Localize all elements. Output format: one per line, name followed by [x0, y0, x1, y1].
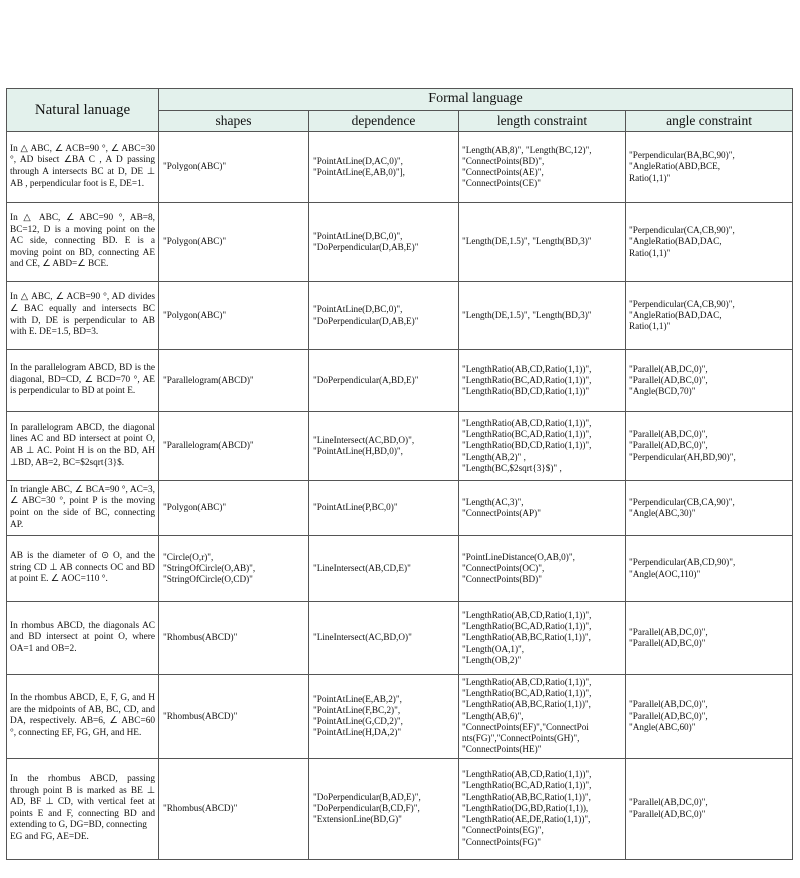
angle-constraint-cell: "Perpendicular(CA,CB,90)", "AngleRatio(BAD,DAC, Ratio(1,1)" [626, 282, 793, 350]
shapes-cell: "Polygon(ABC)" [159, 203, 309, 282]
angle-constraint-cell: "Perpendicular(AB,CD,90)", "Angle(AOC,110)" [626, 536, 793, 602]
table-row [7, 758, 793, 859]
natural-language-cell: In rhombus ABCD, the diagonals AC and BD intersect at point O, where OA=1 and OB=2. [7, 602, 159, 675]
table-row [7, 536, 793, 602]
angle-constraint-cell: "Parallel(AB,DC,0)", "Parallel(AD,BC,0)", "Angle(BCD,70)" [626, 350, 793, 412]
natural-language-cell: In the rhombus ABCD, E, F, G, and H are the midpoints of AB, BC, CD, and DA, respectively. AB=6, ∠ ABC=60 °, connecting EF, FG, GH, and HE. [7, 675, 159, 759]
angle-constraint-cell: "Parallel(AB,DC,0)", "Parallel(AD,BC,0)" [626, 602, 793, 675]
dependence-cell: "PointAtLine(D,BC,0)", "DoPerpendicular(D,AB,E)" [309, 203, 459, 282]
length-constraint-cell: "Length(AB,8)", "Length(BC,12)", "ConnectPoints(BD)", "ConnectPoints(AE)", "ConnectPoints(CE)" [459, 132, 626, 203]
shapes-cell: "Polygon(ABC)" [159, 481, 309, 536]
natural-language-cell: In △ ABC, ∠ ACB=90 °, ∠ ABC=30 °, AD bisect ∠BA C , A D passing through A intersects BC at D, DE ⊥ AB , perpendicular foot is E, DE=1. [7, 132, 159, 203]
shapes-header: shapes [159, 110, 309, 132]
shapes-cell: "Circle(O,r)", "StringOfCircle(O,AB)", "StringOfCircle(O,CD)" [159, 536, 309, 602]
length-constraint-cell: "LengthRatio(AB,CD,Ratio(1,1))", "LengthRatio(BC,AD,Ratio(1,1))", "LengthRatio(BD,CD,Ratio(1,1))", "Length(AB,2)" , "Length(BC,$2sqrt{3}$)" , [459, 412, 626, 481]
shapes-cell: "Rhombus(ABCD)" [159, 675, 309, 759]
length-constraint-cell: "Length(DE,1.5)", "Length(BD,3)" [459, 203, 626, 282]
dependence-header: dependence [309, 110, 459, 132]
dependence-cell: "LineIntersect(AC,BD,O)" [309, 602, 459, 675]
table-row [7, 675, 793, 759]
natural-language-cell: AB is the diameter of ⊙ O, and the string CD ⊥ AB connects OC and BD at point E. ∠ AOC=110 °. [7, 536, 159, 602]
natural-language-cell: In the parallelogram ABCD, BD is the diagonal, BD=CD, ∠ BCD=70 °, AE is perpendicular to BD at point E. [7, 350, 159, 412]
angle-constraint-cell: "Perpendicular(CB,CA,90)", "Angle(ABC,30)" [626, 481, 793, 536]
table-row [7, 481, 793, 536]
formalization-table [6, 88, 793, 860]
shapes-cell: "Parallelogram(ABCD)" [159, 412, 309, 481]
angle-constraint-cell: "Perpendicular(CA,CB,90)", "AngleRatio(BAD,DAC, Ratio(1,1)" [626, 203, 793, 282]
length-constraint-cell: "PointLineDistance(O,AB,0)", "ConnectPoints(OC)", "ConnectPoints(BD)" [459, 536, 626, 602]
length-constraint-cell: "LengthRatio(AB,CD,Ratio(1,1))", "LengthRatio(BC,AD,Ratio(1,1))", "LengthRatio(AB,BC,Ratio(1,1))", "LengthRatio(DG,BD,Ratio(1,1)), "LengthRatio(AE,DE,Ratio(1,1))", "ConnectPoints(EG)", "ConnectPoints(FG)" [459, 758, 626, 859]
angle-constraint-cell: "Parallel(AB,DC,0)", "Parallel(AD,BC,0)", "Angle(ABC,60)" [626, 675, 793, 759]
dependence-cell: "DoPerpendicular(B,AD,E)", "DoPerpendicular(B,CD,F)", "ExtensionLine(BD,G)" [309, 758, 459, 859]
table-row [7, 412, 793, 481]
formal-language-header: Formal language [159, 89, 793, 111]
table-row [7, 282, 793, 350]
natural-language-cell: In triangle ABC, ∠ BCA=90 °, AC=3, ∠ ABC=30 °, point P is the moving point on the side of BC, connecting AP. [7, 481, 159, 536]
dependence-cell: "LineIntersect(AC,BD,O)", "PointAtLine(H,BD,0)", [309, 412, 459, 481]
length-constraint-cell: "LengthRatio(AB,CD,Ratio(1,1))", "LengthRatio(BC,AD,Ratio(1,1))", "LengthRatio(AB,BC,Ratio(1,1))", "Length(OA,1)", "Length(OB,2)" [459, 602, 626, 675]
dependence-cell: "PointAtLine(D,AC,0)", "PointAtLine(E,AB,0)"], [309, 132, 459, 203]
table-row [7, 350, 793, 412]
dependence-cell: "LineIntersect(AB,CD,E)" [309, 536, 459, 602]
natural-language-cell: In △ ABC, ∠ ABC=90 °, AB=8, BC=12, D is a moving point on the AC side, connecting BD. E is a moving point on BD, connecting AE and CE, ∠ ABD=∠ BCE. [7, 203, 159, 282]
natural-language-cell: In the rhombus ABCD, passing through point B is marked as BE ⊥ AD, BF ⊥ CD, with vertical feet at points E and F, connecting BD and extending to G, DG=BD, connecting EG and FG, AE=DE. [7, 758, 159, 859]
angle-constraint-cell: "Parallel(AB,DC,0)", "Parallel(AD,BC,0)" [626, 758, 793, 859]
angle-constraint-cell: "Perpendicular(BA,BC,90)", "AngleRatio(ABD,BCE, Ratio(1,1)" [626, 132, 793, 203]
length-constraint-cell: "Length(DE,1.5)", "Length(BD,3)" [459, 282, 626, 350]
length-constraint-cell: "LengthRatio(AB,CD,Ratio(1,1))", "LengthRatio(BC,AD,Ratio(1,1))", "LengthRatio(BD,CD,Ratio(1,1))" [459, 350, 626, 412]
shapes-cell: "Parallelogram(ABCD)" [159, 350, 309, 412]
length-constraint-cell: "Length(AC,3)", "ConnectPoints(AP)" [459, 481, 626, 536]
document-page [6, 88, 792, 860]
dependence-cell: "DoPerpendicular(A,BD,E)" [309, 350, 459, 412]
length-constraint-header: length constraint [459, 110, 626, 132]
dependence-cell: "PointAtLine(E,AB,2)", "PointAtLine(F,BC,2)", "PointAtLine(G,CD,2)", "PointAtLine(H,DA,2)" [309, 675, 459, 759]
angle-constraint-header: angle constraint [626, 110, 793, 132]
angle-constraint-cell: "Parallel(AB,DC,0)", "Parallel(AD,BC,0)", "Perpendicular(AH,BD,90)", [626, 412, 793, 481]
dependence-cell: "PointAtLine(D,BC,0)", "DoPerpendicular(D,AB,E)" [309, 282, 459, 350]
table-row [7, 203, 793, 282]
table-row [7, 132, 793, 203]
shapes-cell: "Rhombus(ABCD)" [159, 602, 309, 675]
length-constraint-cell: "LengthRatio(AB,CD,Ratio(1,1))", "LengthRatio(BC,AD,Ratio(1,1))", "LengthRatio(AB,BC,Ratio(1,1))", "Length(AB,6)", "ConnectPoints(EF)","ConnectPoi nts(FG)","ConnectPoints(GH)", "ConnectPoints(HE)" [459, 675, 626, 759]
natural-language-cell: In parallelogram ABCD, the diagonal lines AC and BD intersect at point O, AB ⊥ AC. Point H is on the BD, AH ⊥BD, AB=2, BC=$2sqrt{3}$. [7, 412, 159, 481]
table-row [7, 602, 793, 675]
dependence-cell: "PointAtLine(P,BC,0)" [309, 481, 459, 536]
shapes-cell: "Polygon(ABC)" [159, 282, 309, 350]
natural-language-header: Natural lanuage [7, 89, 159, 132]
natural-language-cell: In △ ABC, ∠ ACB=90 °, AD divides ∠ BAC equally and intersects BC with D, DE is perpendicular to AB with E. DE=1.5, BD=3. [7, 282, 159, 350]
shapes-cell: "Polygon(ABC)" [159, 132, 309, 203]
shapes-cell: "Rhombus(ABCD)" [159, 758, 309, 859]
